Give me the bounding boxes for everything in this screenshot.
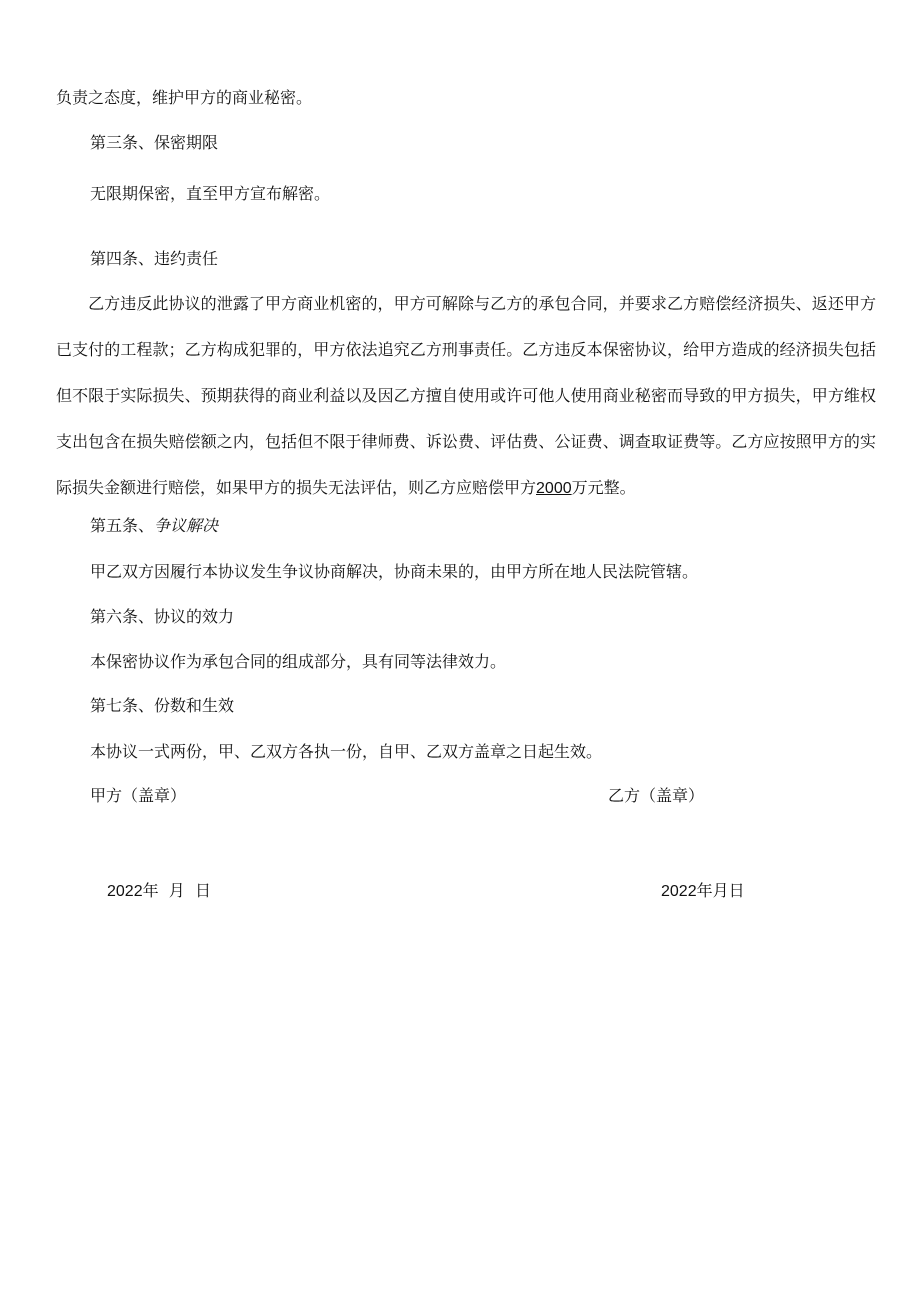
article-4-body (56, 281, 876, 512)
article-3-heading: 第三条、保密期限 (90, 133, 219, 152)
article-4-body-end: 万元整。 (571, 478, 636, 497)
article-5-heading-title: 争议解决 (154, 516, 219, 535)
article-5-body: 甲乙双方因履行本协议发生争议协商解决，协商未果的，由甲方所在地人民法院管辖。 (90, 562, 699, 581)
party-a-seal-label: 甲方（盖章） (90, 786, 187, 805)
compensation-amount: 2000 (536, 480, 572, 497)
party-b-date-year: 2022 (661, 883, 697, 900)
article-7-body: 本协议一式两份，甲、乙双方各执一份，自甲、乙双方盖章之日起生效。 (90, 742, 603, 761)
article-7-heading: 第七条、份数和生效 (90, 696, 235, 715)
article-6-body: 本保密协议作为承包合同的组成部分，具有同等法律效力。 (90, 652, 507, 671)
party-b-date-rest: 年月日 (696, 881, 745, 900)
article-3-body: 无限期保密，直至甲方宣布解密。 (90, 184, 331, 203)
article-5-heading-prefix: 第五条、 (90, 516, 155, 535)
article-4-body-text: 乙方违反此协议的泄露了甲方商业机密的，甲方可解除与乙方的承包合同，并要求乙方赔偿经济损失、返还甲方已支付的工程款；乙方构成犯罪的，甲方依法追究乙方刑事责任。乙方违反本保密协议，给甲方造成的经济损失包括但不限于实际损失、预期获得的商业利益以及因乙方擅自使用或许可他人使用商业秘密而导致的甲方损失，甲方维权支出包含在损失赔偿额之内，包括但不限于律师费、诉讼费、评估费、公证费、调查取证费等。乙方应按照甲方的实际损失金额进行赔偿，如果甲方的损失无法评估，则乙方应赔偿甲方 (56, 294, 876, 497)
continued-text-line: 负责之态度，维护甲方的商业秘密。 (56, 88, 313, 107)
party-b-seal-label: 乙方（盖章） (608, 786, 705, 805)
party-a-date (107, 879, 211, 904)
party-a-date-rest: 年 月 日 (142, 881, 211, 900)
party-a-date-year: 2022 (107, 883, 143, 900)
article-4-heading: 第四条、违约责任 (90, 249, 219, 268)
article-5-heading (90, 514, 218, 538)
party-b-date (661, 879, 745, 904)
article-6-heading: 第六条、协议的效力 (90, 607, 235, 626)
